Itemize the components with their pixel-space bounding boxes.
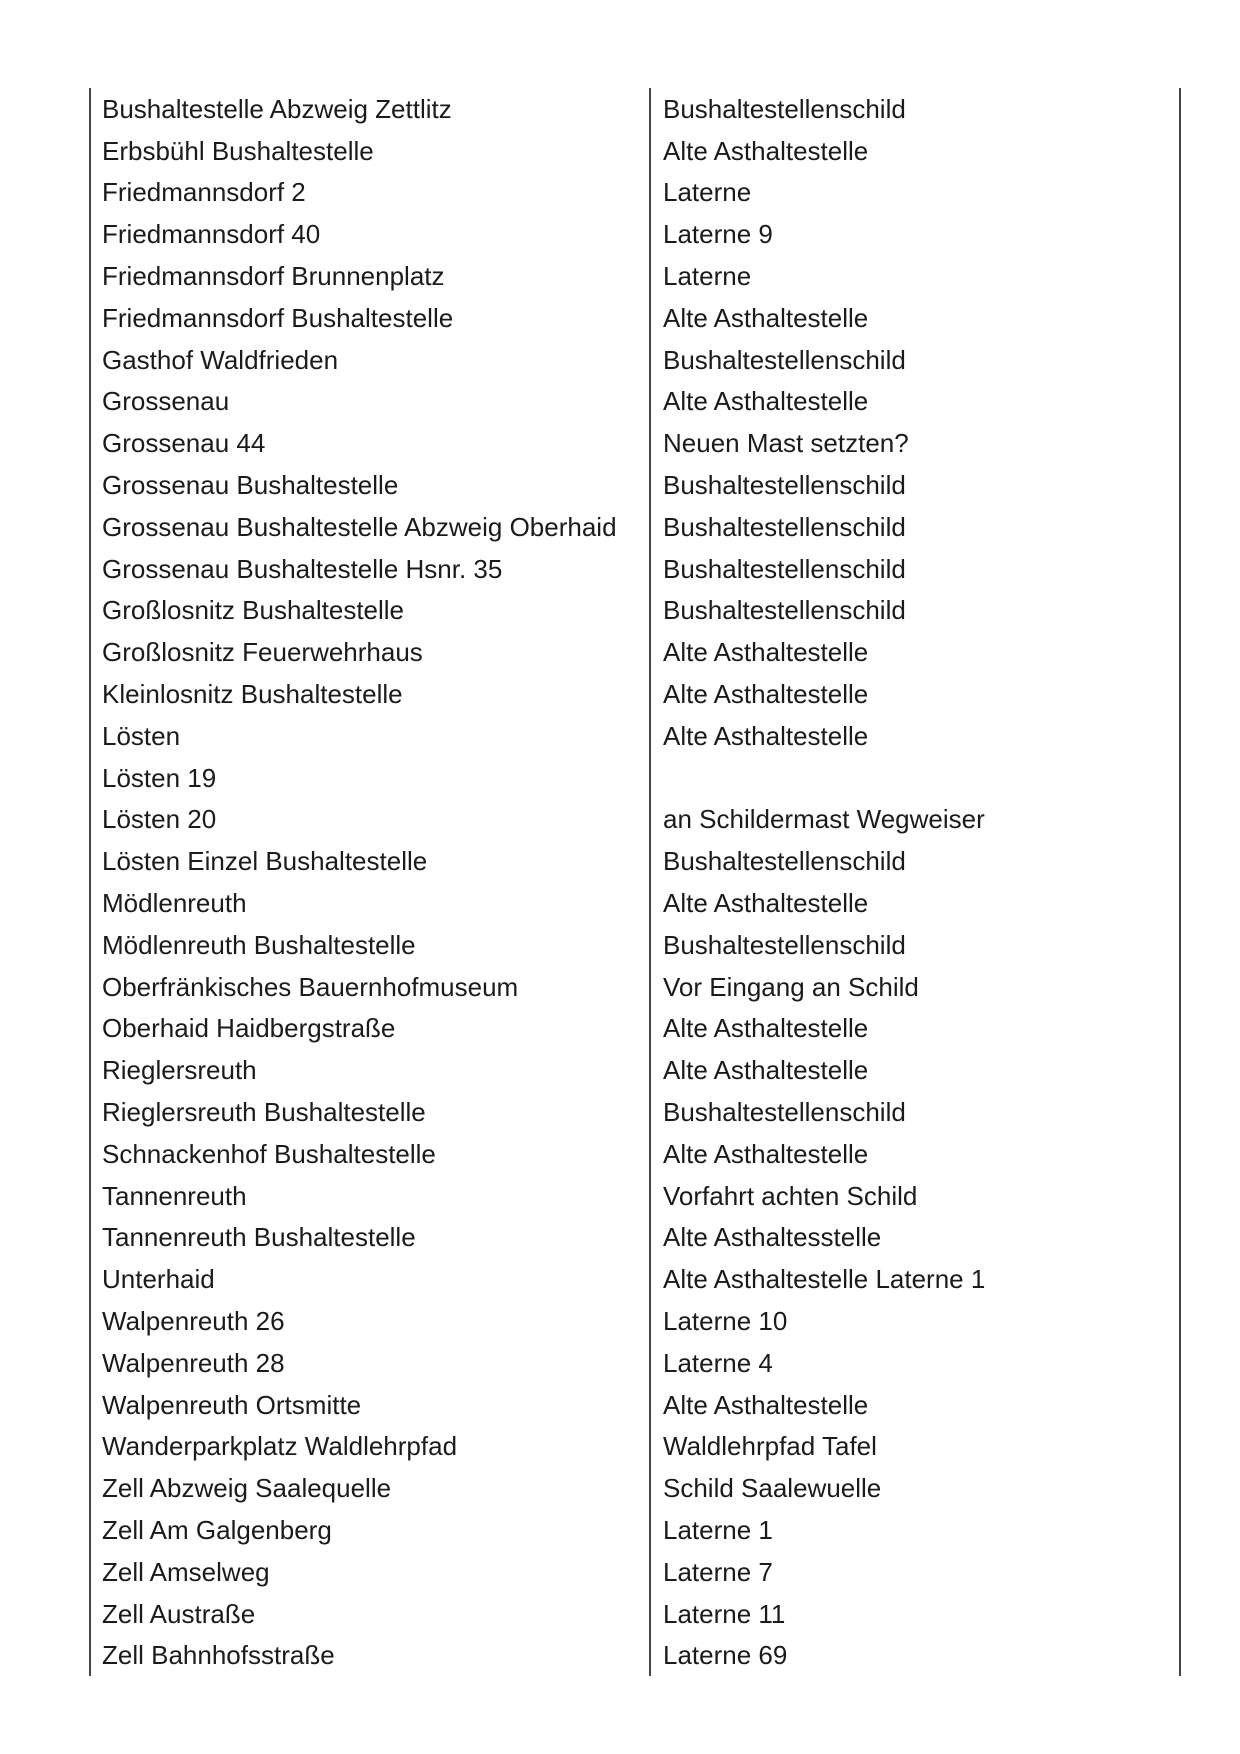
- table-row: [91, 213, 1179, 255]
- table-row: [91, 506, 1179, 548]
- table-row: [91, 1509, 1179, 1551]
- location-cell: Mödlenreuth: [102, 888, 247, 919]
- description-cell: Vor Eingang an Schild: [649, 966, 1179, 1008]
- location-cell: Friedmannsdorf 40: [102, 219, 321, 250]
- description-cell: Laterne 4: [649, 1342, 1179, 1384]
- table-row: [91, 673, 1179, 715]
- table-row: [91, 1091, 1179, 1133]
- location-cell: Unterhaid: [102, 1264, 215, 1295]
- table-row: [91, 1467, 1179, 1509]
- location-cell: Friedmannsdorf Bushaltestelle: [102, 302, 454, 333]
- table-row: [91, 1217, 1179, 1259]
- table-row: [91, 1426, 1179, 1468]
- table-row: [91, 1342, 1179, 1384]
- table-row: [91, 715, 1179, 757]
- description-cell: Alte Asthaltestelle: [649, 1133, 1179, 1175]
- description-cell: Bushaltestellenschild: [649, 590, 1179, 632]
- table-row: [91, 590, 1179, 632]
- location-cell: Walpenreuth 28: [102, 1347, 285, 1378]
- table-row: [91, 757, 1179, 799]
- location-cell: Grossenau 44: [102, 428, 266, 459]
- table-row: [91, 130, 1179, 172]
- description-cell: Vorfahrt achten Schild: [649, 1175, 1179, 1217]
- location-cell: Großlosnitz Bushaltestelle: [102, 595, 405, 626]
- description-cell: Alte Asthaltestelle: [649, 715, 1179, 757]
- location-cell: Zell Bahnhofsstraße: [102, 1640, 335, 1671]
- location-cell: Rieglersreuth Bushaltestelle: [102, 1097, 426, 1128]
- table-row: [91, 464, 1179, 506]
- table-row: [91, 1551, 1179, 1593]
- location-cell: Schnackenhof Bushaltestelle: [102, 1138, 436, 1169]
- description-cell: Bushaltestellenschild: [649, 88, 1179, 130]
- table-row: [91, 548, 1179, 590]
- table-row: [91, 840, 1179, 882]
- description-cell: Alte Asthaltestelle: [649, 381, 1179, 423]
- description-cell: Bushaltestellenschild: [649, 339, 1179, 381]
- table-row: [91, 1634, 1179, 1676]
- table-row: [91, 966, 1179, 1008]
- table-row: [91, 172, 1179, 214]
- description-cell: Laterne 11: [649, 1593, 1179, 1635]
- location-cell: Oberhaid Haidbergstraße: [102, 1013, 396, 1044]
- table-row: [91, 924, 1179, 966]
- table-row: [91, 297, 1179, 339]
- location-cell: Zell Amselweg: [102, 1556, 270, 1587]
- location-cell: Walpenreuth 26: [102, 1306, 285, 1336]
- description-cell: Alte Asthaltestelle: [649, 882, 1179, 924]
- stops-table: [89, 88, 1181, 1676]
- location-cell: Grossenau Bushaltestelle Abzweig Oberhaid: [102, 511, 617, 542]
- description-cell: Alte Asthaltestelle: [649, 673, 1179, 715]
- table-row: [91, 422, 1179, 464]
- description-cell: Bushaltestellenschild: [649, 548, 1179, 590]
- description-cell: Alte Asthaltestelle: [649, 297, 1179, 339]
- table-row: [91, 1049, 1179, 1091]
- description-cell: Bushaltestellenschild: [649, 464, 1179, 506]
- location-cell: Kleinlosnitz Bushaltestelle: [102, 679, 403, 710]
- description-cell: Bushaltestellenschild: [649, 840, 1179, 882]
- description-cell: Bushaltestellenschild: [649, 924, 1179, 966]
- table-row: [91, 88, 1179, 130]
- location-cell: Rieglersreuth: [102, 1055, 257, 1086]
- location-cell: Walpenreuth Ortsmitte: [102, 1389, 362, 1420]
- description-cell: Alte Asthaltestelle: [649, 1384, 1179, 1426]
- location-cell: Zell Abzweig Saalequelle: [102, 1473, 392, 1504]
- description-cell: Neuen Mast setzten?: [649, 422, 1179, 464]
- description-cell: [649, 757, 1179, 799]
- description-cell: Laterne: [649, 255, 1179, 297]
- description-cell: Laterne 69: [649, 1634, 1179, 1676]
- location-cell: Lösten: [102, 720, 181, 751]
- description-cell: Schild Saalewuelle: [649, 1467, 1179, 1509]
- location-cell: Lösten 20: [102, 804, 217, 835]
- location-cell: Lösten Einzel Bushaltestelle: [102, 846, 428, 877]
- location-cell: Grossenau: [102, 386, 230, 417]
- table-row: [91, 1384, 1179, 1426]
- location-cell: Friedmannsdorf 2: [102, 177, 306, 208]
- location-cell: Grossenau Bushaltestelle: [102, 470, 399, 501]
- description-cell: Alte Asthaltestelle: [649, 130, 1179, 172]
- location-cell: Friedmannsdorf Brunnenplatz: [102, 261, 445, 292]
- location-cell: Großlosnitz Feuerwehrhaus: [102, 637, 423, 668]
- table-row: [91, 1593, 1179, 1635]
- table-row: [91, 1258, 1179, 1300]
- location-cell: Oberfränkisches Bauernhofmuseum: [102, 971, 519, 1002]
- table-row: [91, 339, 1179, 381]
- description-cell: Bushaltestellenschild: [649, 1091, 1179, 1133]
- table-row: [91, 1300, 1179, 1342]
- location-cell: Wanderparkplatz Waldlehrpfad: [102, 1431, 458, 1462]
- description-cell: Laterne 1: [649, 1509, 1179, 1551]
- description-cell: Waldlehrpfad Tafel: [649, 1426, 1179, 1468]
- table-row: [91, 1008, 1179, 1050]
- description-cell: Alte Asthaltestelle: [649, 1049, 1179, 1091]
- table-row: [91, 1133, 1179, 1175]
- table-row: [91, 882, 1179, 924]
- location-cell: Mödlenreuth Bushaltestelle: [102, 929, 416, 960]
- description-cell: Alte Asthaltesstelle: [649, 1217, 1179, 1259]
- location-cell: Tannenreuth: [102, 1180, 247, 1211]
- description-cell: Alte Asthaltestelle: [649, 1008, 1179, 1050]
- location-cell: Lösten 19: [102, 762, 217, 793]
- description-cell: Laterne 7: [649, 1551, 1179, 1593]
- description-cell: Laterne 10: [649, 1300, 1179, 1342]
- location-cell: Grossenau Bushaltestelle Hsnr. 35: [102, 553, 503, 584]
- description-cell: Laterne 9: [649, 213, 1179, 255]
- description-cell: an Schildermast Wegweiser: [649, 799, 1179, 841]
- location-cell: Zell Am Galgenberg: [102, 1514, 332, 1545]
- location-cell: Erbsbühl Bushaltestelle: [102, 135, 374, 166]
- table-row: [91, 255, 1179, 297]
- location-cell: Gasthof Waldfrieden: [102, 344, 339, 375]
- description-cell: Alte Asthaltestelle: [649, 631, 1179, 673]
- description-cell: Laterne: [649, 172, 1179, 214]
- table-row: [91, 1175, 1179, 1217]
- table-row: [91, 799, 1179, 841]
- description-cell: Alte Asthaltestelle Laterne 1: [649, 1258, 1179, 1300]
- description-cell: Bushaltestellenschild: [649, 506, 1179, 548]
- table-row: [91, 631, 1179, 673]
- table-row: [91, 381, 1179, 423]
- location-cell: Bushaltestelle Abzweig Zettlitz: [102, 93, 452, 124]
- location-cell: Tannenreuth Bushaltestelle: [102, 1222, 416, 1253]
- location-cell: Zell Austraße: [102, 1598, 256, 1629]
